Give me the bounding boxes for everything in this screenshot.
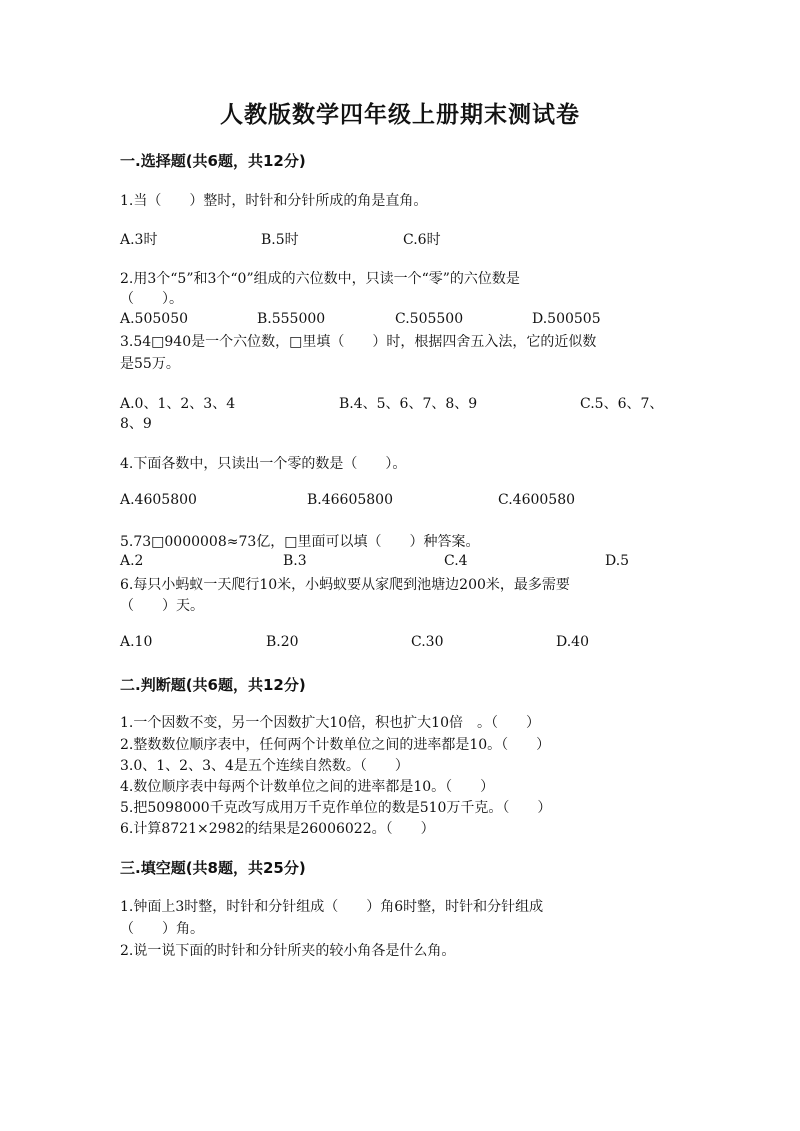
question-5: 5.73□0000008≈73亿，□里面可以填（ ）种答案。	[120, 534, 480, 550]
section-heading-fill-blank: 三.填空题(共8题，共25分)	[120, 859, 306, 877]
fill-question-2: 2.说一说下面的时针和分针所夹的较小角各是什么角。	[120, 943, 456, 959]
option-a: A.505050	[120, 311, 189, 327]
option-c: C.5、6、7、	[580, 396, 664, 412]
option-a: A.0、1、2、3、4	[120, 396, 236, 412]
question-1: 1.当（ ）整时，时针和分针所成的角是直角。	[120, 193, 428, 209]
option-b: B.555000	[257, 311, 326, 327]
option-b: B.5时	[261, 232, 299, 248]
option-a: A.4605800	[120, 492, 197, 508]
judgement-item-5: 5.把5098000千克改写成用万千克作单位的数是510万千克。（ ）	[120, 800, 552, 816]
option-a: A.3时	[120, 232, 158, 248]
judgement-item-4: 4.数位顺序表中每两个计数单位之间的进率都是10。（ ）	[120, 779, 495, 795]
option-c-continued: 8、9	[120, 416, 152, 432]
judgement-item-3: 3.0、1、2、3、4是五个连续自然数。（ ）	[120, 758, 409, 774]
option-d: D.40	[556, 634, 589, 650]
option-b: B.46605800	[307, 492, 393, 508]
option-b: B.3	[283, 553, 307, 569]
question-6-line2: （ ）天。	[120, 598, 204, 614]
option-c: C.4	[444, 553, 468, 569]
option-c: C.6时	[403, 232, 441, 248]
option-a: A.2	[120, 553, 144, 569]
judgement-item-2: 2.整数数位顺序表中，任何两个计数单位之间的进率都是10。（ ）	[120, 737, 551, 753]
option-d: D.500505	[532, 311, 601, 327]
question-2-line2: （ ）。	[120, 291, 183, 307]
option-c: C.30	[411, 634, 444, 650]
option-b: B.4、5、6、7、8、9	[339, 396, 478, 412]
question-6-line1: 6.每只小蚂蚁一天爬行10米，小蚂蚁要从家爬到池塘边200米，最多需要	[120, 577, 570, 593]
question-3-line2: 是55万。	[120, 356, 180, 372]
question-4: 4.下面各数中，只读出一个零的数是（ ）。	[120, 456, 407, 472]
question-2-line1: 2.用3个“5”和3个“0”组成的六位数中，只读一个“零”的六位数是	[120, 271, 520, 287]
option-b: B.20	[266, 634, 299, 650]
section-heading-choice: 一.选择题(共6题，共12分)	[120, 152, 306, 170]
fill-question-1-line1: 1.钟面上3时整，时针和分针组成（ ）角6时整，时针和分针组成	[120, 899, 544, 915]
question-3-line1: 3.54□940是一个六位数，□里填（ ）时，根据四舍五入法，它的近似数	[120, 334, 597, 350]
judgement-item-6: 6.计算8721×2982的结果是26006022。（ ）	[120, 821, 435, 837]
judgement-item-1: 1.一个因数不变，另一个因数扩大10倍，积也扩大10倍 。（ ）	[120, 715, 540, 731]
fill-question-1-line2: （ ）角。	[120, 921, 204, 937]
option-c: C.505500	[395, 311, 464, 327]
page-title: 人教版数学四年级上册期末测试卷	[220, 102, 580, 128]
option-a: A.10	[120, 634, 153, 650]
section-heading-judgement: 二.判断题(共6题，共12分)	[120, 676, 306, 694]
option-d: D.5	[605, 553, 630, 569]
option-c: C.4600580	[498, 492, 576, 508]
